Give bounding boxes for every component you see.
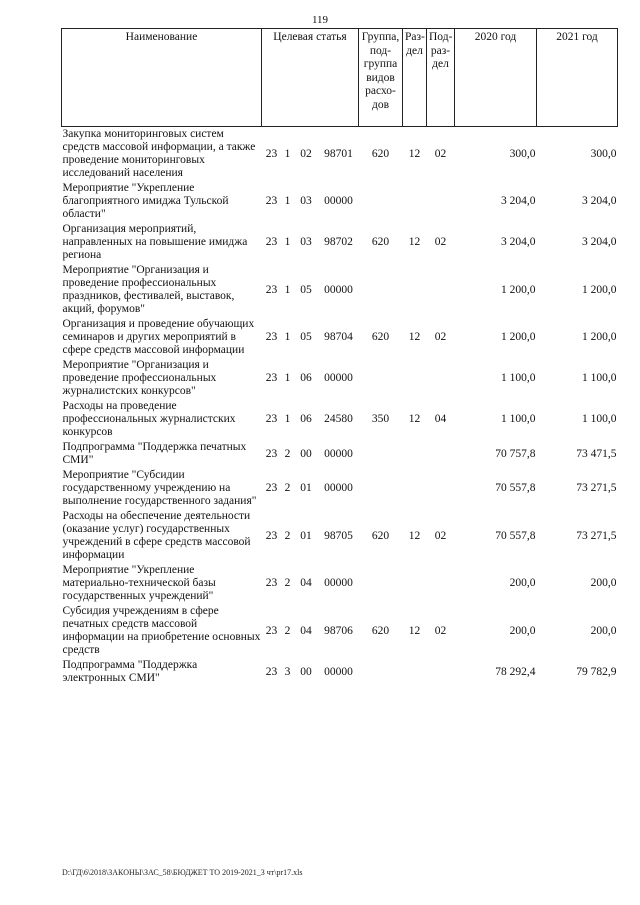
header-subsection: Под- раз- дел: [427, 29, 455, 127]
table-row: [62, 222, 618, 263]
target-code-subprogram: 2: [284, 577, 291, 589]
expense-group: [359, 440, 403, 468]
target-code-event: 01: [300, 482, 312, 494]
section-code: [403, 658, 427, 686]
header-name: Наименование: [62, 29, 262, 127]
expense-group: [359, 468, 403, 509]
row-name: Расходы на проведение профессиональных журналистских конкурсов: [62, 400, 236, 438]
row-name: Субсидия учреждениям в сфере печатных средств массовой информации на приобретение основных средств: [62, 605, 261, 656]
subsection-code: 02: [434, 624, 447, 637]
amount-2021: 200,0: [590, 624, 617, 637]
target-code-program: 23: [265, 665, 278, 678]
target-code-subprogram: 1: [284, 331, 291, 343]
amount-2020: 300,0: [509, 147, 536, 160]
header-section: Раз- дел: [403, 29, 427, 127]
expense-group: [359, 563, 403, 604]
target-code-program: 23: [265, 529, 278, 542]
row-name: Расходы на обеспечение деятельности (оказание услуг) государственных учреждений в сфере средств массовой информации: [62, 510, 251, 561]
amount-2021: 300,0: [590, 147, 617, 160]
target-code-program: 23: [265, 283, 278, 296]
target-code-program: 23: [265, 413, 278, 425]
subsection-code: [427, 263, 455, 317]
target-code-event: 02: [300, 147, 312, 160]
expense-group: 620: [371, 529, 390, 542]
footer-file-path: D:\ГД\6\2018\ЗАКОНЫ\ЗАС_58\БЮДЖЕТ ТО 2019-2021_3 чт\pr17.xls: [62, 868, 303, 877]
amount-2021: 3 204,0: [582, 236, 617, 248]
row-name: Мероприятие "Укрепление благоприятного имиджа Тульской области": [62, 182, 229, 220]
target-code-event: 05: [300, 331, 312, 343]
row-name: Подпрограмма "Поддержка печатных СМИ": [62, 441, 247, 466]
amount-2021: 73 271,5: [576, 482, 617, 494]
header-target: Целевая статья: [262, 29, 359, 127]
table-row: [62, 563, 618, 604]
target-code-program: 23: [265, 624, 278, 637]
target-code-event: 01: [300, 529, 312, 542]
target-code-direction: 98705: [324, 529, 353, 542]
target-code-subprogram: 2: [284, 624, 291, 637]
table-body: [62, 127, 618, 687]
subsection-code: 02: [434, 236, 447, 248]
amount-2021: 73 271,5: [576, 529, 617, 542]
target-code-event: 00: [300, 447, 312, 460]
target-code-event: 03: [300, 195, 312, 207]
target-code-event: 05: [300, 283, 312, 296]
target-code-direction: 98702: [324, 236, 353, 248]
amount-2021: 200,0: [590, 577, 617, 589]
amount-2020: 1 200,0: [501, 331, 536, 343]
target-code-direction: 00000: [324, 577, 353, 589]
target-code-subprogram: 2: [284, 447, 291, 460]
row-name: Организация и проведение обучающих семинаров и других мероприятий в сфере средств массовой информации: [62, 318, 255, 356]
table-row: [62, 317, 618, 358]
target-code-program: 23: [265, 372, 278, 384]
target-code-program: 23: [265, 577, 278, 589]
target-code-program: 23: [265, 236, 278, 248]
target-code-direction: 98706: [324, 624, 353, 637]
table-row: [62, 181, 618, 222]
table-row: [62, 127, 618, 182]
amount-2020: 3 204,0: [501, 236, 536, 248]
target-code-program: 23: [265, 195, 278, 207]
target-code-direction: 00000: [324, 283, 353, 296]
target-code-direction: 00000: [324, 665, 353, 678]
target-code-program: 23: [265, 331, 278, 343]
header-group: Группа, под- группа видов расхо- дов: [359, 29, 403, 127]
target-code-event: 03: [300, 236, 312, 248]
expense-group: 620: [371, 147, 390, 160]
target-code-event: 04: [300, 577, 312, 589]
table-row: [62, 358, 618, 399]
section-code: 12: [408, 624, 421, 637]
row-name: Организация мероприятий, направленных на повышение имиджа региона: [62, 223, 248, 261]
section-code: [403, 358, 427, 399]
amount-2020: 70 557,8: [495, 482, 536, 494]
target-code-direction: 24580: [324, 413, 353, 425]
row-name: Мероприятие "Укрепление материально-технической базы государственных учреждений": [62, 564, 216, 602]
amount-2020: 200,0: [509, 624, 536, 637]
target-code-program: 23: [265, 482, 278, 494]
subsection-code: [427, 358, 455, 399]
amount-2021: 73 471,5: [576, 447, 617, 460]
target-code-subprogram: 2: [284, 529, 291, 542]
target-code-direction: 00000: [324, 447, 353, 460]
expense-group: [359, 263, 403, 317]
budget-table: [61, 28, 618, 686]
subsection-code: 02: [434, 529, 447, 542]
target-code-subprogram: 1: [284, 195, 291, 207]
target-code-subprogram: 1: [284, 147, 291, 160]
target-code-direction: 00000: [324, 372, 353, 384]
section-code: [403, 181, 427, 222]
subsection-code: 04: [434, 413, 447, 425]
table-row: [62, 658, 618, 686]
table-row: [62, 509, 618, 563]
amount-2020: 1 200,0: [501, 283, 536, 296]
expense-group: [359, 181, 403, 222]
amount-2021: 1 100,0: [582, 372, 617, 384]
target-code-event: 00: [300, 665, 312, 678]
expense-group: 620: [371, 236, 390, 248]
header-year-2020: 2020 год: [455, 29, 537, 127]
row-name: Подпрограмма "Поддержка электронных СМИ": [62, 659, 198, 684]
target-code-subprogram: 1: [284, 413, 291, 425]
expense-group: 350: [371, 413, 390, 425]
section-code: 12: [408, 529, 421, 542]
section-code: [403, 440, 427, 468]
amount-2021: 3 204,0: [582, 195, 617, 207]
amount-2020: 1 100,0: [501, 372, 536, 384]
table-row: [62, 263, 618, 317]
amount-2020: 70 557,8: [495, 529, 536, 542]
section-code: [403, 563, 427, 604]
target-code-event: 06: [300, 413, 312, 425]
section-code: [403, 263, 427, 317]
target-code-program: 23: [265, 147, 278, 160]
target-code-direction: 00000: [324, 195, 353, 207]
target-code-program: 23: [265, 447, 278, 460]
subsection-code: [427, 440, 455, 468]
table-row: [62, 604, 618, 658]
expense-group: 620: [371, 331, 390, 343]
header-year-2021: 2021 год: [537, 29, 618, 127]
expense-group: [359, 658, 403, 686]
section-code: 12: [408, 413, 421, 425]
section-code: 12: [408, 236, 421, 248]
amount-2021: 79 782,9: [576, 665, 617, 678]
subsection-code: [427, 658, 455, 686]
row-name: Мероприятие "Организация и проведение профессиональных журналистских конкурсов": [62, 359, 217, 397]
target-code-direction: 00000: [324, 482, 353, 494]
expense-group: [359, 358, 403, 399]
subsection-code: 02: [434, 331, 447, 343]
target-code-subprogram: 1: [284, 236, 291, 248]
section-code: [403, 468, 427, 509]
amount-2021: 1 200,0: [582, 283, 617, 296]
amount-2021: 1 100,0: [582, 413, 617, 425]
row-name: Закупка мониторинговых систем средств массовой информации, а также проведение мониторинговых исследований населения: [62, 128, 256, 179]
subsection-code: 02: [434, 147, 447, 160]
subsection-code: [427, 468, 455, 509]
table-row: [62, 399, 618, 440]
section-code: 12: [408, 147, 421, 160]
row-name: Мероприятие "Организация и проведение профессиональных праздников, фестивалей, выставок, акций, форумов": [62, 264, 235, 315]
page-number: 119: [311, 14, 329, 26]
expense-group: 620: [371, 624, 390, 637]
target-code-event: 04: [300, 624, 312, 637]
target-code-subprogram: 1: [284, 283, 291, 296]
subsection-code: [427, 181, 455, 222]
table-header-row: [62, 29, 618, 127]
amount-2020: 1 100,0: [501, 413, 536, 425]
table-row: [62, 468, 618, 509]
section-code: 12: [408, 331, 421, 343]
amount-2020: 200,0: [509, 577, 536, 589]
target-code-event: 06: [300, 372, 312, 384]
amount-2020: 3 204,0: [501, 195, 536, 207]
table-row: [62, 440, 618, 468]
target-code-direction: 98701: [324, 147, 353, 160]
target-code-subprogram: 3: [284, 665, 291, 678]
subsection-code: [427, 563, 455, 604]
target-code-subprogram: 1: [284, 372, 291, 384]
amount-2020: 70 757,8: [495, 447, 536, 460]
amount-2021: 1 200,0: [582, 331, 617, 343]
target-code-subprogram: 2: [284, 482, 291, 494]
row-name: Мероприятие "Субсидии государственному учреждению на выполнение государственного задания": [62, 469, 257, 507]
target-code-direction: 98704: [324, 331, 353, 343]
amount-2020: 78 292,4: [495, 665, 536, 678]
